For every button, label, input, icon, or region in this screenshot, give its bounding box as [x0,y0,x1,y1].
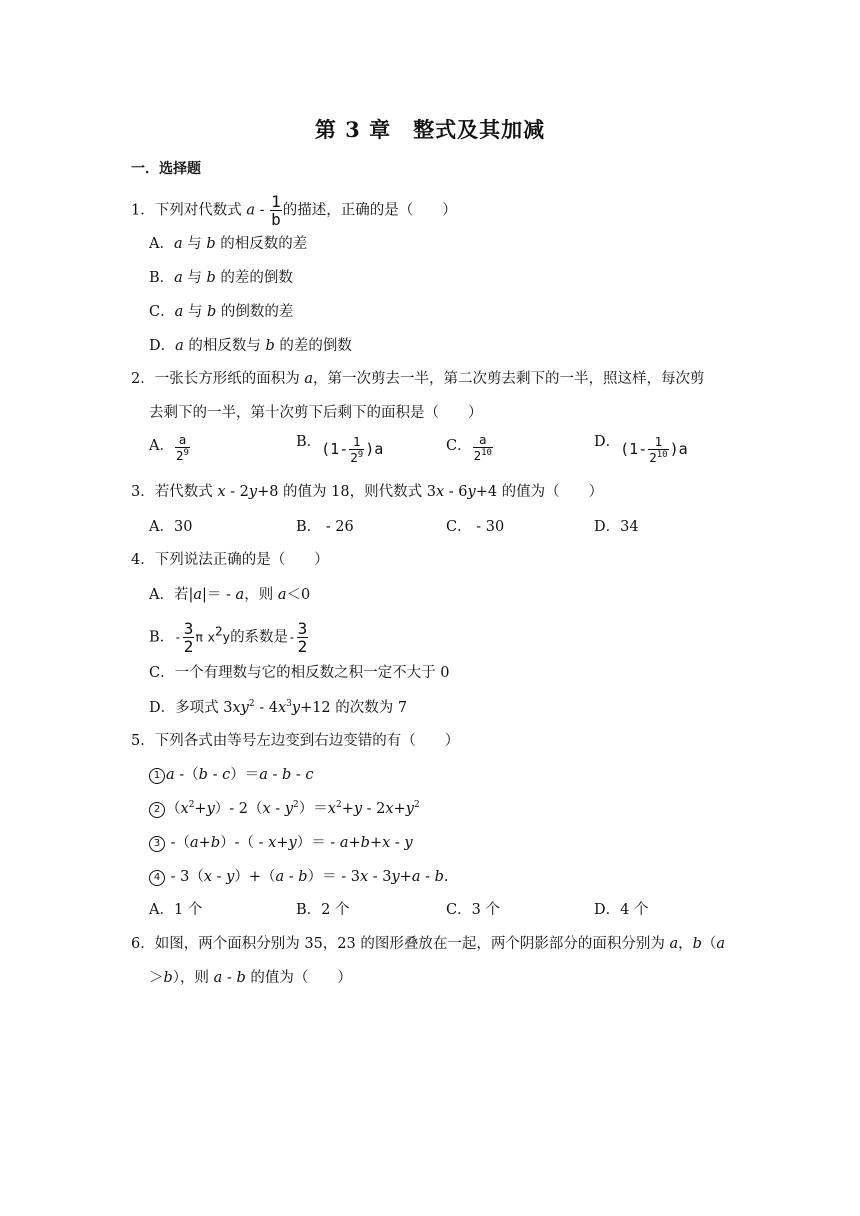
fraction: $\frac{1}{b}$ [271,192,281,229]
option-a: A．a 与 b 的相反数的差 [149,236,308,252]
page-title: 第 3 章 整式及其加减 [314,117,546,142]
option-d: D．34 [594,519,639,535]
option-a: A．30 [149,519,193,535]
question-6-continued: ＞b），则 a - b 的值为（ ） [149,970,352,986]
question-number: 4． [131,552,155,568]
option-c: C．3 个 [446,902,500,918]
question-3: 3．若代数式 x - 2y+8 的值为 18，则代数式 3x - 6y+4 的值为（ ） [131,484,604,500]
option-b: B．- $\frac{3}{2}$ π $x^2y$的系数是- $\frac{3}{2}$ [149,619,308,656]
option-d: D．a 的相反数与 b 的差的倒数 [149,338,352,354]
option-d: D．多项式 $3xy^2 - 4x^3y+12$ 的次数为 7 [149,699,408,716]
option-d: D．(1- $\frac{1}{2^{10}}$ )a [594,434,688,465]
question-number: 6． [131,936,155,952]
question-number: 3． [131,484,155,500]
option-b: B．2 个 [296,902,350,918]
option-b: B．(1- $\frac{1}{2^9}$ )a [296,434,384,465]
question-6: 6．如图，两个面积分别为 35，23 的图形叠放在一起，两个阴影部分的面积分别为 a，b（a [131,936,726,952]
question-number: 5． [131,733,155,749]
question-2-continued: 去剩下的一半，第十次剪下后剩下的面积是（ ） [149,405,483,421]
option-a: A．1 个 [149,902,203,918]
list-item: 4 - 3（x - y）+（a - b）＝ - 3x - 3y+a - b. [149,867,449,887]
option-c: C．一个有理数与它的相反数之积一定不大于 0 [149,665,450,681]
option-d: D．4 个 [594,902,649,918]
option-a: A． $\frac{a}{2^9}$ [149,432,189,463]
question-number: 2． [131,371,155,387]
question-4: 4．下列说法正确的是（ ） [131,552,329,568]
question-2: 2．一张长方形纸的面积为 a，第一次剪去一半，第二次剪去剩下的一半，照这样，每次剪 [131,371,705,387]
option-c: C． $\frac{a}{2^{10}}$ [446,432,492,463]
option-b: B．a 与 b 的差的倒数 [149,270,293,286]
option-a: A．若|a|＝ - a，则 a＜0 [149,587,311,603]
question-1: 1．下列对代数式 a - $\frac{1}{b}$ 的描述，正确的是（ ） [131,192,457,229]
option-c: C． - 30 [446,519,505,535]
question-5: 5．下列各式由等号左边变到右边变错的有（ ） [131,733,460,749]
list-item: 2 $(x^2+y)-$ $2(x - y^2)=x^2+y - 2x+y^2$ [149,799,420,819]
option-b: B． - 26 [296,519,354,535]
question-number: 1． [131,202,155,219]
option-c: C．a 与 b 的倒数的差 [149,304,294,320]
section-heading: 一．选择题 [131,161,201,177]
list-item: 3 -（a+b）-（ - x+y）＝ - a+b+x - y [149,833,413,853]
list-item: 1 a -（b - c）＝a - b - c [149,765,314,785]
